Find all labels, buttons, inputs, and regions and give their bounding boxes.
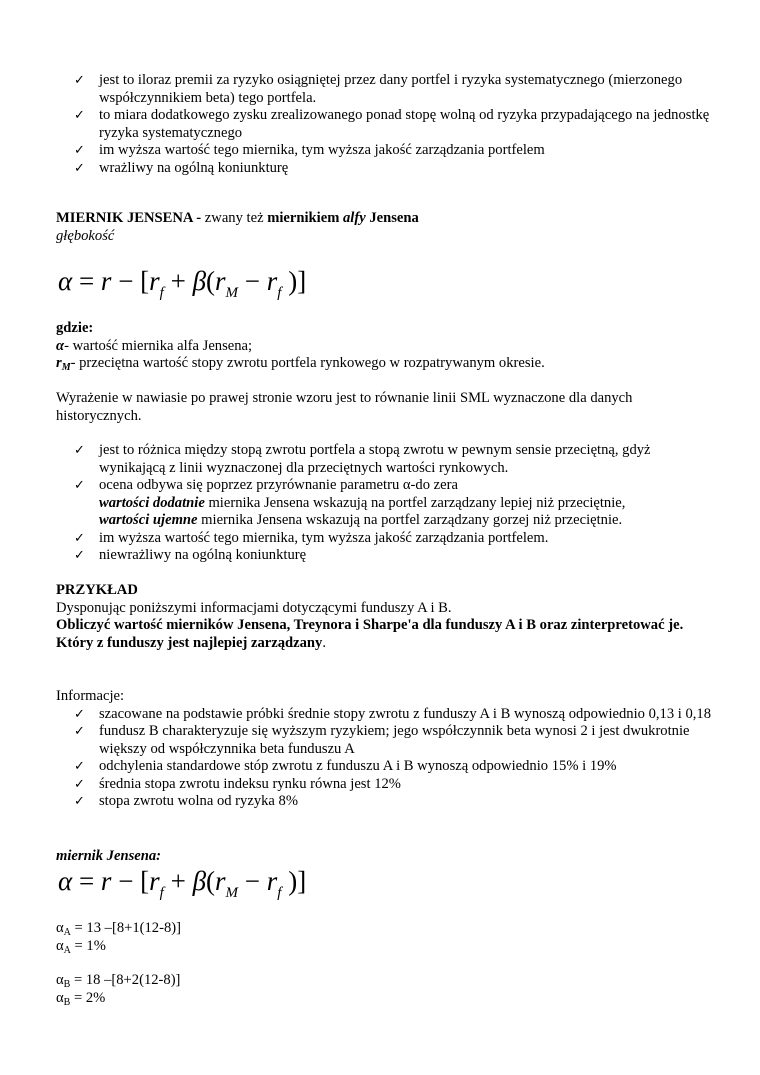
list-item: ✓ im wyższa wartość tego miernika, tym wyższa jakość zarządzania portfelem bbox=[74, 142, 545, 158]
checkmark-icon: ✓ bbox=[74, 443, 85, 458]
jensen-checklist bbox=[56, 442, 716, 565]
list-item: ✓ średnia stopa zwrotu indeksu rynku równa jest 12% bbox=[74, 775, 401, 792]
checkmark-icon: ✓ bbox=[74, 478, 85, 493]
info-section: Informacje: ✓ szacowane na podstawie próbki średnie stopy zwrotu z funduszy A i B wynoszą odpowiednio 0,13 i 0,18 ✓ fundusz B charakteryzuje się wyższym ryzykiem; jego współczynnik beta wynosi 2 i jest dwukrotnie większy od współczynnika beta funduszu A ✓ odchylenia standardowe stóp zwrotu z funduszu A i B wynoszą odpowiednio 15% i 19% ✓ średnia stopa zwrotu indeksu rynku równa jest 12% ✓ stopa zwrotu wolna od ryzyka 8% bbox=[56, 688, 716, 811]
checkmark-icon: ✓ bbox=[74, 794, 85, 809]
intro-checklist bbox=[56, 72, 716, 177]
checkmark-icon: ✓ bbox=[74, 530, 85, 546]
list-item: ✓ szacowane na podstawie próbki średnie stopy zwrotu z funduszy A i B wynoszą odpowiednio 0,13 i 0,18 bbox=[74, 705, 712, 722]
checkmark-icon: ✓ bbox=[74, 73, 85, 88]
example-section: PRZYKŁAD Dysponując poniższymi informacjami dotyczącymi funduszy A i B. Obliczyć wartość mierników Jensena, Treynora i Sharpe'a dla funduszy A i B oraz zinterpretować je. Który z funduszy jest najlepiej zarządzany. bbox=[56, 582, 684, 651]
intro-list-block bbox=[56, 72, 716, 177]
list-item: ✓ wrażliwy na ogólną koniunkturę bbox=[74, 159, 289, 176]
list-item: ✓ niewrażliwy na ogólną koniunkturę bbox=[74, 547, 307, 563]
list-item: ✓ jest to iloraz premii za ryzyko osiągniętej przez dany portfel i ryzyka systematycznego (mierzonego współczynnikiem beta) tego portfela. bbox=[74, 72, 683, 106]
list-item: ✓ ocena odbywa się poprzez przyrównanie parametru α-do zera wartości dodatnie miernika Jensena wskazują na portfel zarządzany lepiej niż przeciętnie, wartości ujemne miernika Jensena wskazują na portfel zarządzany gorzej niż przeciętnie. bbox=[74, 477, 626, 528]
jensen-heading: MIERNIK JENSENA - zwany też miernikiem alfy Jensena bbox=[56, 210, 419, 226]
checkmark-icon: ✓ bbox=[74, 143, 85, 158]
checkmark-icon: ✓ bbox=[74, 706, 85, 722]
list-item: ✓ jest to różnica między stopą zwrotu portfela a stopą zwrotu w pewnym sensie przeciętną, gdyż wynikającą z linii wyznaczonej dla przeciętnych wartości rynkowych. bbox=[74, 442, 651, 476]
jensen-subtitle: głębokość bbox=[56, 228, 115, 244]
jensen-formula: $\alpha = r - [r_f + \beta(r_M - r_f$ )] bbox=[58, 266, 307, 301]
list-item: ✓ to miara dodatkowego zysku zrealizowanego ponad stopę wolną od ryzyka przypadającego na jednostkę ryzyka systematycznego bbox=[74, 107, 710, 141]
jensen-formula-2: $\alpha = r - [r_f + \beta(r_M - r_f$ )] bbox=[58, 866, 307, 901]
info-checklist bbox=[56, 706, 716, 811]
definitions: gdzie: α- wartość miernika alfa Jensena; $r_M-$ przeciętna wartość stopy zwrotu portfela rynkowego w rozpatrywanym okresie. bbox=[56, 320, 545, 373]
checkmark-icon: ✓ bbox=[74, 160, 85, 176]
jensen-list-block bbox=[56, 442, 716, 565]
list-item: ✓ stopa zwrotu wolna od ryzyka 8% bbox=[74, 793, 298, 809]
checkmark-icon: ✓ bbox=[74, 759, 85, 774]
list-item: ✓ im wyższa wartość tego miernika, tym wyższa jakość zarządzania portfelem. bbox=[74, 529, 549, 546]
calc-b: $\alpha_B = 18$ –[8+2(12-8)] $\alpha_B = 2\%$ bbox=[56, 972, 181, 1008]
calc-heading: miernik Jensena: bbox=[56, 848, 161, 864]
checkmark-icon: ✓ bbox=[74, 776, 85, 792]
calc-a: $\alpha_A = 13$ –[8+1(12-8)] $\alpha_A = 1\%$ bbox=[56, 920, 181, 956]
list-item: ✓ fundusz B charakteryzuje się wyższym ryzykiem; jego współczynnik beta wynosi 2 i jest dwukrotnie większy od współczynnika beta funduszu A bbox=[74, 723, 690, 757]
checkmark-icon: ✓ bbox=[74, 724, 85, 739]
list-item: ✓ odchylenia standardowe stóp zwrotu z funduszu A i B wynoszą odpowiednio 15% i 19% bbox=[74, 758, 617, 774]
checkmark-icon: ✓ bbox=[74, 548, 85, 563]
checkmark-icon: ✓ bbox=[74, 108, 85, 123]
sml-paragraph: Wyrażenie w nawiasie po prawej stronie wzoru jest to równanie linii SML wyznaczone dla danych historycznych. bbox=[56, 390, 633, 424]
